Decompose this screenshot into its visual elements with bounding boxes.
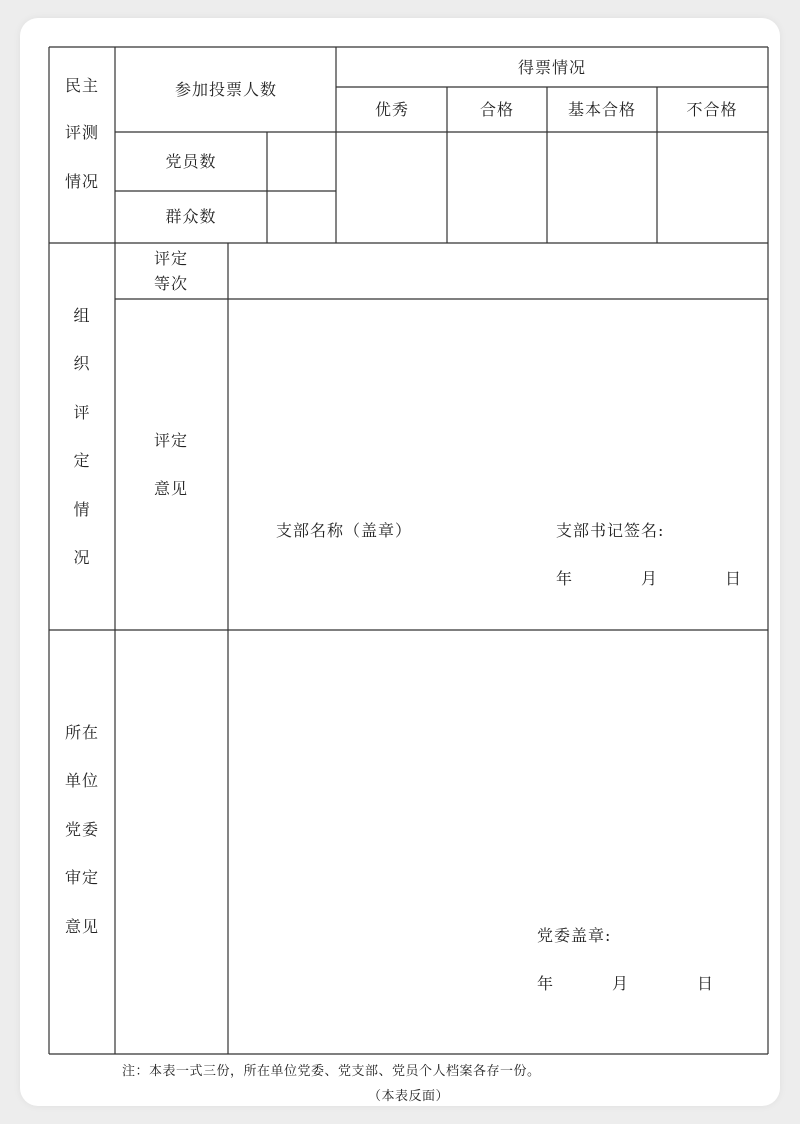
opinion-label-line-2: 意见 (153, 479, 189, 498)
grade-label-line-2: 等次 (153, 274, 189, 293)
opinion-label-line-1: 评定 (153, 431, 189, 450)
democratic-eval-label-line-2: 评测 (64, 123, 100, 142)
masses-label: 群众数 (165, 207, 217, 226)
committee-seal: 党委盖章: (537, 926, 612, 945)
grade-label-line-1: 评定 (153, 249, 189, 268)
party-members-label: 党员数 (165, 152, 217, 171)
vote-category-basically-qualified: 基本合格 (567, 100, 637, 119)
org-eval-label-char-1: 组 (73, 306, 91, 325)
committee-label-line-5: 意见 (64, 917, 100, 936)
org-date-year: 年 (556, 569, 574, 588)
committee-label-line-1: 所在 (64, 723, 100, 742)
committee-label-line-4: 审定 (64, 868, 100, 887)
org-eval-label-char-5: 情 (73, 500, 91, 519)
org-eval-label-char-4: 定 (73, 451, 91, 470)
votes-header: 得票情况 (517, 58, 587, 77)
vote-category-unqualified: 不合格 (686, 100, 738, 119)
participants-header: 参加投票人数 (174, 80, 278, 99)
secretary-signature: 支部书记签名: (556, 521, 665, 540)
committee-date-month: 月 (612, 974, 630, 993)
org-date-day: 日 (725, 569, 743, 588)
page-note: （本表反面） (368, 1089, 450, 1104)
democratic-eval-label-line-1: 民主 (64, 76, 100, 95)
footer-note: 注：本表一式三份，所在单位党委、党支部、党员个人档案各存一份。 (122, 1064, 541, 1079)
org-eval-label-char-2: 织 (73, 354, 91, 373)
committee-date-year: 年 (537, 974, 555, 993)
org-date-month: 月 (641, 569, 659, 588)
committee-date-day: 日 (697, 974, 715, 993)
vote-category-qualified: 合格 (479, 100, 515, 119)
committee-label-line-2: 单位 (64, 771, 100, 790)
democratic-eval-label-line-3: 情况 (64, 172, 100, 191)
committee-label-line-3: 党委 (64, 820, 100, 839)
org-eval-label-char-6: 况 (73, 548, 91, 567)
org-eval-label-char-3: 评 (73, 403, 91, 422)
vote-category-excellent: 优秀 (374, 100, 410, 119)
branch-name-seal: 支部名称（盖章） (276, 521, 413, 540)
